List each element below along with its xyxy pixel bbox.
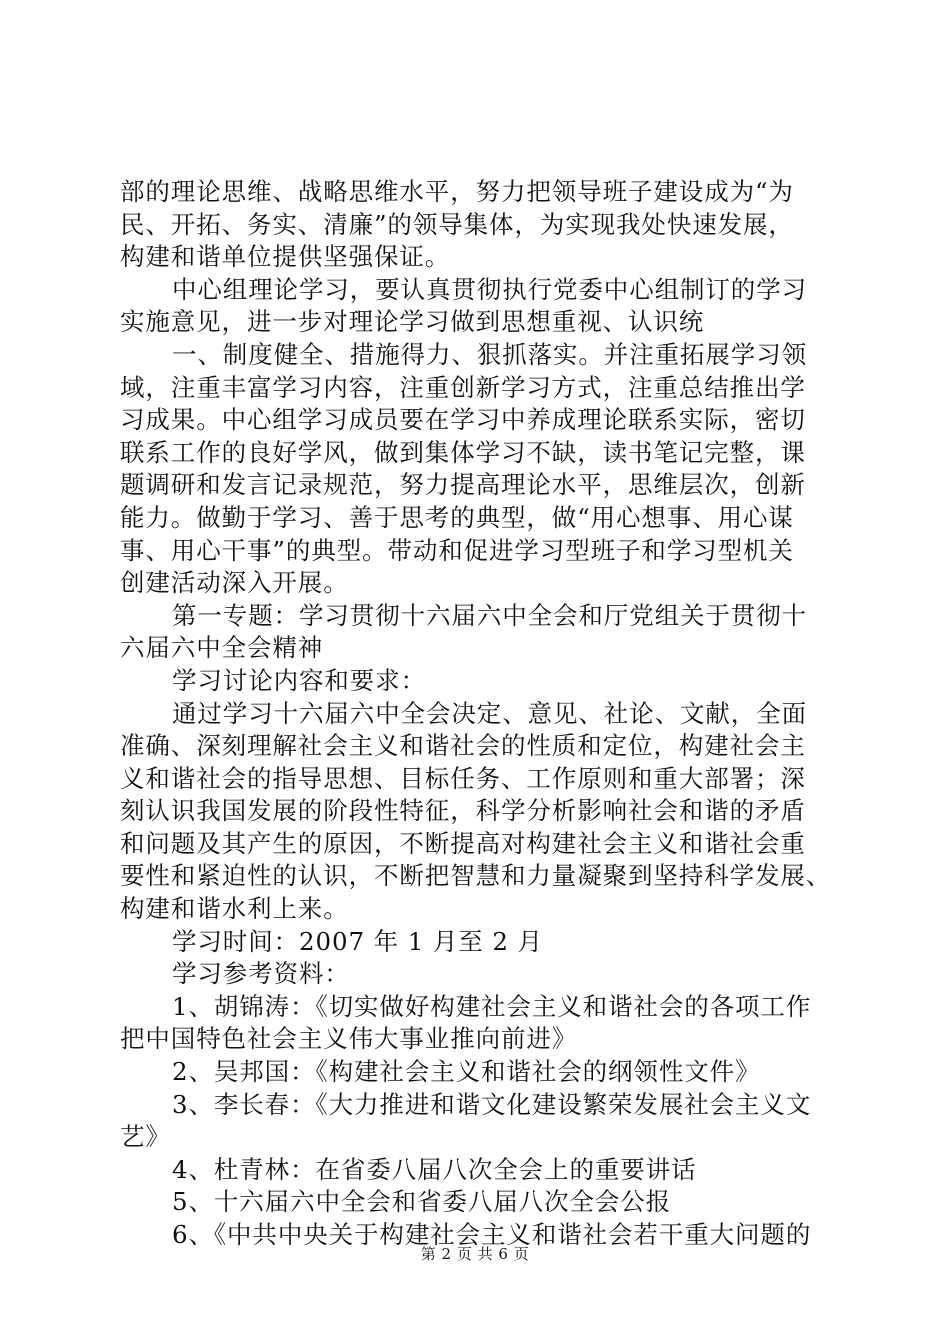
text-line: 把中国特色社会主义伟大事业推向前进》: [120, 1024, 578, 1054]
text-line: 5、十六届六中全会和省委八届八次全会公报: [172, 1187, 672, 1217]
document-body: [120, 176, 840, 1252]
text-line: 学习讨论内容和要求：: [172, 665, 426, 695]
text-line: 学习参考资料：: [172, 959, 350, 989]
text-line: 要性和紧迫性的认识，不断把智慧和力量凝聚到坚持科学发展、: [120, 861, 832, 891]
text-line: 题调研和发言记录规范，努力提高理论水平，思维层次，创新: [120, 470, 806, 500]
text-line: 六届六中全会精神: [120, 633, 324, 663]
text-line: 准确、深刻理解社会主义和谐社会的性质和定位，构建社会主: [120, 731, 806, 761]
text-line: 通过学习十六届六中全会决定、意见、社论、文献，全面: [172, 698, 807, 728]
text-line: 联系工作的良好学风，做到集体学习不缺，读书笔记完整，课: [120, 437, 806, 467]
text-line: 事、用心干事”的典型。带动和促进学习型班子和学习型机关: [120, 535, 794, 565]
text-line: 3、李长春：《大力推进和谐文化建设繁荣发展社会主义文: [172, 1089, 812, 1119]
text-line: 一、制度健全、措施得力、狠抓落实。并注重拓展学习领: [172, 339, 807, 369]
text-line: 艺》: [120, 1122, 171, 1152]
text-line: 能力。做勤于学习、善于思考的典型，做“用心想事、用心谋: [120, 502, 794, 532]
text-line: 创建活动深入开展。: [120, 568, 349, 598]
text-line: 2、吴邦国：《构建社会主义和谐社会的纲领性文件》: [172, 1057, 761, 1087]
text-line: 和问题及其产生的原因，不断提高对构建社会主义和谐社会重: [120, 828, 806, 858]
text-line: 义和谐社会的指导思想、目标任务、工作原则和重大部署；深: [120, 763, 806, 793]
text-line: 民、开拓、务实、清廉”的领导集体，为实现我处快速发展，: [120, 209, 794, 239]
text-line: 域，注重丰富学习内容，注重创新学习方式，注重总结推出学: [120, 372, 806, 402]
text-line: 中心组理论学习，要认真贯彻执行党委中心组制订的学习: [172, 274, 807, 304]
text-line: 构建和谐单位提供坚强保证。: [120, 242, 451, 272]
page-footer: 第 2 页 共 6 页: [420, 1245, 530, 1263]
text-line: 构建和谐水利上来。: [120, 894, 349, 924]
text-line: 6、《中共中央关于构建社会主义和谐社会若干重大问题的: [172, 1220, 812, 1249]
text-line: 刻认识我国发展的阶段性特征，科学分析影响社会和谐的矛盾: [120, 796, 806, 826]
text-line: 学习时间：2007 年 1 月至 2 月: [172, 926, 543, 956]
text-line: 1、胡锦涛：《切实做好构建社会主义和谐社会的各项工作: [172, 991, 812, 1021]
text-line: 第一专题：学习贯彻十六届六中全会和厅党组关于贯彻十: [172, 600, 807, 630]
text-line: 4、杜青林：在省委八届八次全会上的重要讲话: [172, 1154, 697, 1184]
text-line: 实施意见，进一步对理论学习做到思想重视、认识统: [120, 307, 705, 337]
text-line: 部的理论思维、战略思维水平，努力把领导班子建设成为“为: [120, 177, 794, 206]
text-line: 习成果。中心组学习成员要在学习中养成理论联系实际，密切: [120, 405, 806, 435]
